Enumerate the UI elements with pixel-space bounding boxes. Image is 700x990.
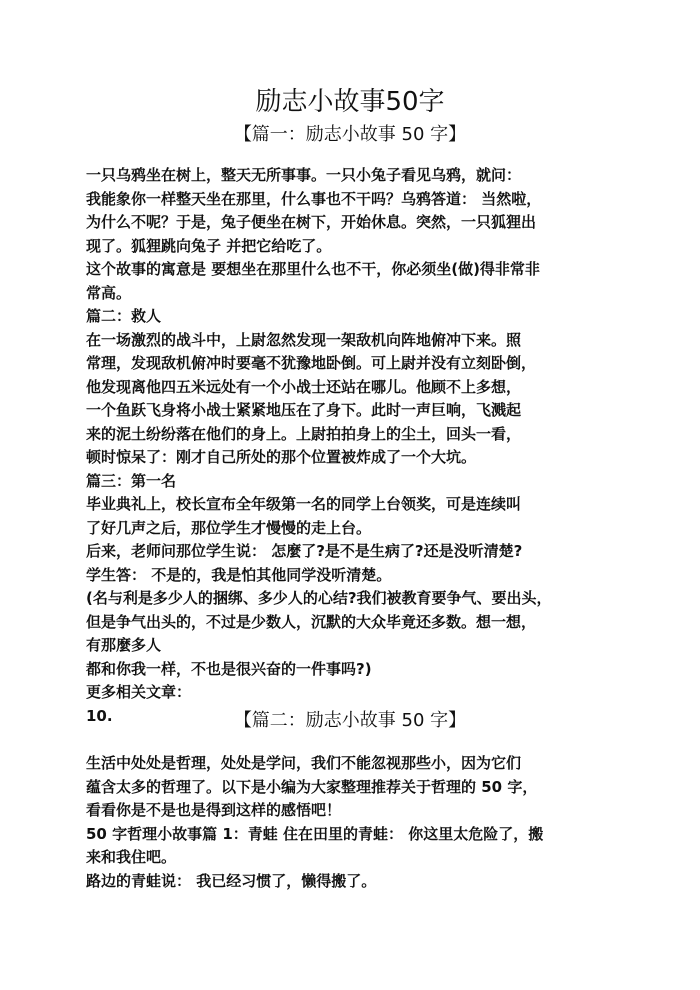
text-line: 但是争气出头的，不过是少数人，沉默的大众毕竟还多数。想一想， <box>86 612 537 631</box>
related-articles-label: 更多相关文章： <box>86 683 192 701</box>
list-number: 10. <box>86 706 113 725</box>
text-line: 来和我住吧。 <box>86 848 177 866</box>
part1-heading: 【篇一：励志小故事 50 字】 <box>233 124 467 145</box>
text-line: 顿时惊呆了：刚才自己所处的那个位置被炸成了一个大坑。 <box>86 448 477 466</box>
text-line: 都和你我一样，不也是很兴奋的一件事吗?) <box>86 659 372 678</box>
text-line: 常理，发现敌机俯冲时要毫不犹豫地卧倒。可上尉并没有立刻卧倒， <box>86 354 537 372</box>
text-line: 了好几声之后，那位学生才慢慢的走上台。 <box>86 518 372 537</box>
text-line: 常高。 <box>86 283 132 302</box>
text-line: 学生答： 不是的，我是怕其他同学没听清楚。 <box>86 565 392 584</box>
text-line: 一只乌鸦坐在树上，整天无所事事。一只小兔子看见乌鸦，就问： <box>86 166 522 184</box>
text-line: 生活中处处是哲理，处处是学问，我们不能忽视那些小，因为它们 <box>86 754 522 772</box>
text-line: 路边的青蛙说： 我已经习惯了，懒得搬了。 <box>86 871 377 890</box>
text-line: 我能象你一样整天坐在那里，什么事也不干吗？乌鸦答道： 当然啦， <box>86 189 542 208</box>
part2-heading: 【篇二：励志小故事 50 字】 <box>233 710 467 731</box>
text-line: 来的泥土纷纷落在他们的身上。上尉拍拍身上的尘土，回头一看， <box>86 424 522 443</box>
section-subheading: 篇三：第一名 <box>86 471 177 490</box>
text-line: 为什么不呢？于是，兔子便坐在树下，开始休息。突然，一只狐狸出 <box>86 213 537 231</box>
part2-body <box>86 752 646 893</box>
text-line: (名与利是多少人的捆绑、多少人的心结?我们被教育要争气、要出头， <box>86 589 552 607</box>
part1-body <box>86 164 646 728</box>
text-line: 看看你是不是也是得到这样的感悟吧！ <box>86 801 342 819</box>
text-line: 蕴含太多的哲理了。以下是小编为大家整理推荐关于哲理的 50 字， <box>86 777 538 796</box>
text-line: 后来，老师问那位学生说： 怎麼了?是不是生病了?还是没听清楚? <box>86 542 523 560</box>
text-line: 这个故事的寓意是 要想坐在那里什么也不干，你必须坐(做)得非常非 <box>86 260 540 278</box>
text-line: 在一场激烈的战斗中，上尉忽然发现一架敌机向阵地俯冲下来。照 <box>86 330 522 349</box>
section-subheading: 篇二：救人 <box>86 307 162 325</box>
text-line: 现了。狐狸跳向兔子 并把它给吃了。 <box>86 236 332 255</box>
text-line: 有那麼多人 <box>86 636 162 654</box>
page-title: 励志小故事50字 <box>255 87 445 117</box>
text-line: 他发现离他四五米远处有一个小战士还站在哪儿。他顾不上多想， <box>86 377 522 396</box>
text-line: 毕业典礼上，校长宣布全年级第一名的同学上台领奖，可是连续叫 <box>86 495 522 513</box>
text-line: 50 字哲理小故事篇 1：青蛙 住在田里的青蛙： 你这里太危险了，搬 <box>86 824 544 843</box>
text-line: 一个鱼跃飞身将小战士紧紧地压在了身下。此时一声巨响，飞溅起 <box>86 401 522 419</box>
